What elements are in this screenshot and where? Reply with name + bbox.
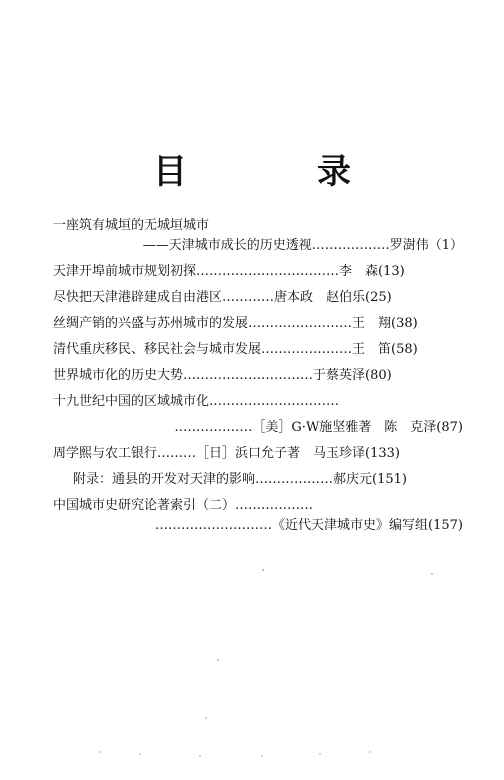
toc-entry-6: 世界城市化的历史大势…………………………于蔡英泽(80) <box>53 368 392 383</box>
toc-entry-7-title: 十九世纪中国的区域城市化………………………… <box>53 394 340 409</box>
toc-entry-3: 尽快把天津港辟建成自由港区…………唐本政 赵伯乐(25) <box>53 290 392 305</box>
toc-entry-9-appendix: 附录：通县的开发对天津的影响………………郝庆元(151) <box>73 472 407 487</box>
toc-entry-1-title: 一座筑有城垣的无城垣城市 <box>53 218 210 233</box>
toc-entry-10-author: ………………………《近代天津城市史》编写组(157) <box>155 518 463 533</box>
toc-entry-5: 清代重庆移民、移民社会与城市发展…………………王 笛(58) <box>53 342 418 357</box>
toc-entry-2: 天津开埠前城市规划初探……………………………李 森(13) <box>53 264 405 279</box>
toc-entry-8: 周学熙与农工银行………［日］浜口允子著 马玉珍译(133) <box>53 446 400 461</box>
toc-entry-4: 丝绸产销的兴盛与苏州城市的发展……………………王 翔(38) <box>53 316 418 331</box>
toc-entry-10-title: 中国城市史研究论著索引（二）……………… <box>53 498 314 513</box>
toc-entry-1-subtitle: ——天津城市成长的历史透视………………罗澍伟（1） <box>142 238 463 253</box>
page-title: 目 录 <box>153 152 399 192</box>
toc-entry-7-author: ………………［美］G·W施坚雅著 陈 克泽(87) <box>174 420 463 435</box>
